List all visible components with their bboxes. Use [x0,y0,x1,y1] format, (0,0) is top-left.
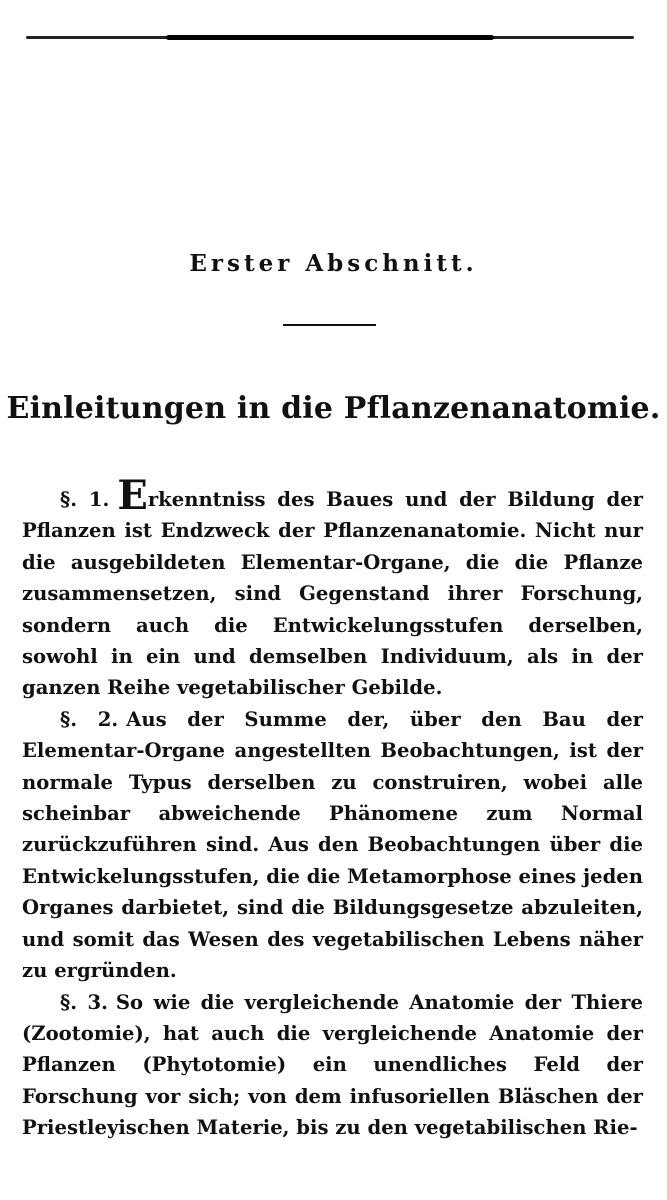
chapter-title: Einleitungen in die Pflanzenanatomie. [6,391,661,426]
section-divider [283,324,376,326]
body-text [22,472,643,1144]
drop-initial: E [117,472,148,519]
paragraph-3 [22,987,643,1144]
paragraph-2 [22,704,643,987]
section-number-2: §. 2. [60,707,119,731]
paragraph-text-2: Aus der Summe der, über den Bau der Elementar-Organe angestellten Beobachtungen, ist der normale Typus derselben zu construiren, wobei alle scheinbar abweichende Phänomene zum Normal zurückzuführen sind. Aus den Beobachtungen über die Entwickelungsstufen, die die Metamorphose eines jeden Organes darbietet, sind die Bildungsgesetze abzuleiten, und somit das Wesen des vegetabilischen Lebens näher zu ergründen. [22,707,643,983]
paragraph-text-1: rkenntniss des Baues und der Bildung der Pflanzen ist Endzweck der Pflanzenanatomie. Nicht nur die ausgebildeten Elementar-Organe, die die Pflanze zusammensetzen, sind Gegenstand ihrer Forschung, sondern auch die Entwickelungsstufen derselben, sowohl in ein und demselben Individuum, als in der ganzen Reihe vegetabilischer Gebilde. [22,488,643,700]
header-rule [26,36,634,39]
section-number-3: §. 3. [60,990,108,1014]
section-label: Erster Abschnitt. [189,250,478,277]
paragraph-text-3: So wie die vergleichende Anatomie der Thiere (Zootomie), hat auch die vergleichende Anatomie der Pflanzen (Phytotomie) ein unendliches Feld der Forschung vor sich; von dem infusoriellen Bläschen der Priestleyischen Materie, bis zu den vegetabilischen Rie- [22,990,643,1140]
paragraph-1 [22,472,643,704]
section-number-1: §. 1. [60,488,110,511]
